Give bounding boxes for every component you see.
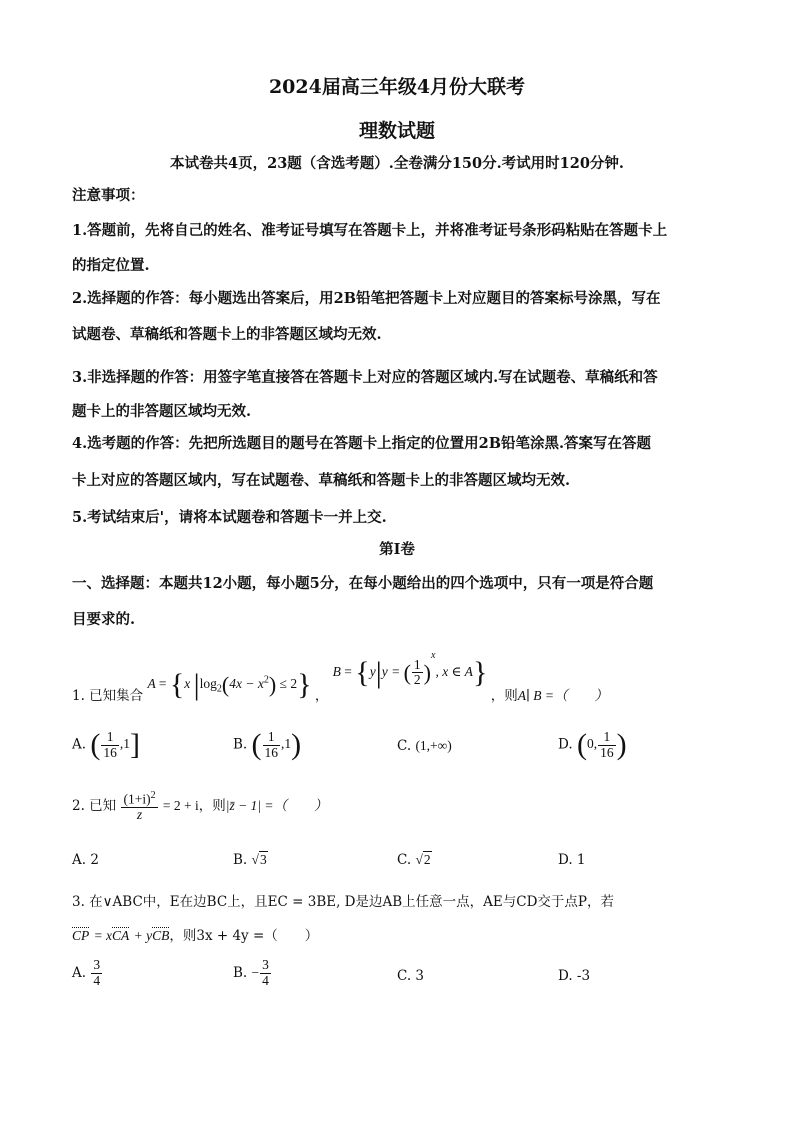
section-heading-cont: 目要求的. [72, 611, 136, 628]
exam-info: 本试卷共4页，23题（含选考题）.全卷满分150分.考试用时120分钟. [170, 155, 624, 172]
notice-line: 题卡上的非答题区域均无效. [72, 403, 252, 420]
question-2-stem: 2. 已知 $\frac{(1+i)^2}{z}$ = 2 + i，则|z̄ − 1| =（ ） [72, 790, 328, 823]
q3-option-a[interactable]: A. $\frac{3}{4}$ [72, 957, 101, 988]
exam-subtitle: 理数试题 [358, 120, 435, 142]
q1-set-a: A = {x $|\log_2(4x - x^2) \le 2$} [147, 667, 312, 701]
exam-title: 2024届高三年级4月份大联考 [268, 76, 526, 98]
q2-option-c[interactable]: C. √2 [397, 852, 431, 868]
q3-option-d[interactable]: D. -3 [558, 968, 591, 984]
q1-option-d[interactable]: D. (0, $\frac{1}{16}$ ) [558, 728, 627, 762]
notice-line: 卡上对应的答题区域内，写在试题卷、草稿纸和答题卡上的非答题区域均无效. [72, 472, 571, 489]
q1-option-b[interactable]: B. ( $\frac{1}{16}$ ,1) [233, 728, 302, 762]
q3-option-c[interactable]: C. 3 [397, 968, 425, 984]
q1-option-c[interactable]: C. (1,+∞) [397, 738, 452, 754]
q2-option-a[interactable]: A. 2 [72, 852, 99, 868]
vector-ca: CA [112, 928, 130, 943]
section-heading: 一、选择题：本题共12小题，每小题5分，在每小题给出的四个选项中，只有一项是符合题 [72, 575, 654, 592]
q1-option-a[interactable]: A. ( $\frac{1}{16}$ ,1] [72, 728, 140, 762]
notice-line: 4.选考题的作答：先把所选题目的题号在答题卡上指定的位置用2B铅笔涂黑.答案写在答题 [72, 435, 652, 452]
notice-line: 的指定位置. [72, 257, 150, 274]
vector-cp: CP [72, 928, 90, 943]
q1-prefix: 1. 已知集合 [72, 688, 144, 704]
q1-set-b: B = {y|y = ( $\frac{1}{2}$ )$^x$, x ∈ A} [332, 650, 488, 689]
question-1-stem: 1. 已知集合 A = {x $|\log_2(4x - x^2) \le 2$} ， B = {y|y = ( $\frac{1}{2}$ )$^x$, x ∈ A} ，则A∣ B =（ ） [72, 650, 608, 704]
notice-line: 1.答题前，先将自己的姓名、准考证号填写在答题卡上，并将准考证号条形码粘贴在答题卡上 [72, 222, 668, 239]
notice-line: 试题卷、草稿纸和答题卡上的非答题区域均无效. [72, 326, 382, 343]
q2-option-b[interactable]: B. √3 [233, 852, 267, 868]
volume-label: 第I卷 [379, 541, 415, 558]
q3-option-b[interactable]: B. − $\frac{3}{4}$ [233, 957, 269, 988]
notice-heading: 注意事项： [72, 187, 145, 204]
question-3-stem: 3. 在∨ABC中，E在边BC上，且EC = 3BE, D是边AB上任意一点，AE与CD交于点P，若 [72, 894, 615, 910]
notice-line: 2.选择题的作答：每小题选出答案后，用2B铅笔把答题卡上对应题目的答案标号涂黑，写在 [72, 290, 661, 307]
vector-cb: CB [152, 928, 170, 943]
notice-line: 3.非选择题的作答：用签字笔直接答在答题卡上对应的答题区域内.写在试题卷、草稿纸和答 [72, 369, 658, 386]
q2-option-d[interactable]: D. 1 [558, 852, 586, 868]
question-3-stem-cont: CP = xCA + yCB，则3x + 4y =（ ） [72, 928, 319, 944]
notice-line: 5.考试结束后'，请将本试题卷和答题卡一并上交. [72, 509, 387, 526]
